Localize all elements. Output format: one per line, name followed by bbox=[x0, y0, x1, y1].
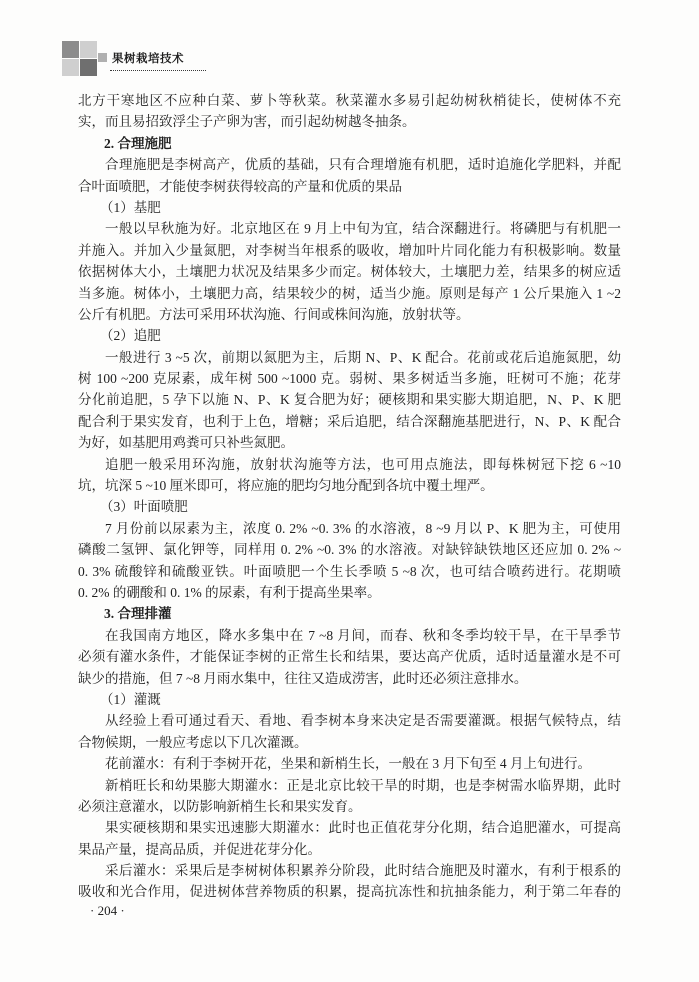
section-heading: 3. 合理排灌 bbox=[104, 606, 172, 622]
text-line: 公斤有机肥。方法可采用环状沟施、行间或株间沟施，放射状等。 bbox=[78, 306, 470, 322]
grey-squares-logo-icon bbox=[62, 41, 108, 79]
text-line: 磷酸二氢钾、氯化钾等，同样用 0. 2% ~0. 3% 的水溶液。对缺锌缺铁地区还应加 0. 2% ~ bbox=[78, 542, 621, 558]
subsection-heading: （1）灌溉 bbox=[100, 691, 161, 707]
text-line: 并施入。并加入少量氮肥，对李树当年根系的吸收，增加叶片同化能力有积极影响。数量 bbox=[78, 242, 621, 258]
text-line: 追肥一般采用环沟施，放射状沟施等方法，也可用点施法，即每株树冠下挖 6 ~10 bbox=[105, 456, 621, 472]
text-line: 必须注意灌水，以防影响新梢生长和果实发育。 bbox=[78, 798, 362, 814]
paragraph bbox=[78, 860, 621, 903]
paragraph bbox=[78, 710, 621, 753]
text-line: 合物候期，一般应考虑以下几次灌溉。 bbox=[78, 734, 308, 750]
page-body bbox=[78, 90, 621, 903]
logo-square bbox=[98, 53, 107, 62]
text-line: 合叶面喷肥，才能使李树获得较高的产量和优质的果品 bbox=[78, 178, 402, 194]
subsection-heading: （3）叶面喷肥 bbox=[100, 499, 188, 515]
text-line: 分化前追肥，5 孕下以施 N、P、K 复合肥为好；硬核期和果实膨大期追肥，N、P、K 肥 bbox=[78, 392, 621, 408]
text-line: 7 月份前以尿素为主，浓度 0. 2% ~0. 3% 的水溶液，8 ~9 月以 P、K 肥为主，可使用 bbox=[105, 520, 621, 536]
paragraph bbox=[78, 90, 621, 133]
logo-square bbox=[80, 59, 97, 76]
text-line: 花前灌水：有利于李树开花，坐果和新梢生长，一般在 3 月下旬至 4 月上旬进行。 bbox=[105, 756, 591, 772]
logo-square bbox=[62, 41, 79, 58]
text-line: 吸收和光合作用，促进树体营养物质的积累，提高抗冻性和抗抽条能力，利于第二年春的 bbox=[78, 884, 621, 900]
page-number: · 204 · bbox=[90, 903, 125, 918]
paragraph bbox=[78, 347, 621, 454]
text-line: 为好，如基肥用鸡粪可只补些氮肥。 bbox=[78, 435, 294, 451]
text-line: 一般进行 3 ~5 次，前期以氮肥为主，后期 N、P、K 配合。花前或花后追施氮肥，幼 bbox=[105, 349, 621, 365]
running-title: 果树栽培技术 bbox=[112, 53, 184, 65]
dotted-rule bbox=[110, 70, 206, 71]
logo-square bbox=[80, 41, 97, 58]
text-line: 一般以早秋施为好。北京地区在 9 月上中旬为宜，结合深翻进行。将磷肥与有机肥一 bbox=[105, 221, 621, 237]
paragraph bbox=[78, 817, 621, 860]
text-line: 合理施肥是李树高产，优质的基础，只有合理增施有机肥，适时追施化学肥料，并配 bbox=[105, 157, 621, 173]
text-line: 必须有灌水条件，才能保证李树的正常生长和结果，要达高产优质，适时适量灌水是不可 bbox=[78, 649, 621, 665]
text-line: 坑，坑深 5 ~10 厘米即可，将应施的肥均匀地分配到各坑中覆土埋严。 bbox=[78, 478, 494, 494]
text-line: 果实硬核期和果实迅速膨大期灌水：此时也正值花芽分化期，结合追肥灌水，可提高 bbox=[105, 820, 621, 836]
paragraph bbox=[78, 775, 621, 818]
text-line: 采后灌水：采果后是李树树体积累养分阶段，此时结合施肥及时灌水，有利于根系的 bbox=[105, 863, 621, 879]
text-line: 当多施。树体小，土壤肥力高，结果较少的树，适当少施。原则是每产 1 公斤果施入 1 ~2 bbox=[78, 285, 621, 301]
paragraph bbox=[78, 454, 621, 497]
text-line: 在我国南方地区，降水多集中在 7 ~8 月间，而春、秋和冬季均较干旱，在干旱季节 bbox=[105, 627, 621, 643]
text-line: 北方干寒地区不应种白菜、萝卜等秋菜。秋菜灌水多易引起幼树秋梢徒长，使树体不充 bbox=[78, 93, 621, 108]
text-line: 依据树体大小，土壤肥力状况及结果多少而定。树体较大，土壤肥力差，结果多的树应适 bbox=[78, 264, 621, 280]
logo-square bbox=[62, 59, 79, 76]
paragraph bbox=[78, 625, 621, 689]
subsection-heading: （2）追肥 bbox=[100, 328, 161, 344]
paragraph bbox=[78, 753, 621, 774]
text-line: 0. 2% 的硼酸和 0. 1% 的尿素，有利于提高坐果率。 bbox=[78, 584, 381, 600]
paragraph bbox=[78, 218, 621, 325]
section-heading: 2. 合理施肥 bbox=[104, 135, 172, 151]
text-line: 果品产量，提高品质，并促进花芽分化。 bbox=[78, 841, 321, 857]
text-line: 新梢旺长和幼果膨大期灌水：正是北京比较干旱的时期，也是李树需水临界期，此时 bbox=[105, 777, 621, 793]
text-line: 0. 3% 硫酸锌和硫酸亚铁。叶面喷肥一个生长季喷 5 ~8 次，也可结合喷药进行。花期喷 bbox=[78, 563, 621, 579]
text-line: 树 100 ~200 克尿素，成年树 500 ~1000 克。弱树、果多树适当多施，旺树可不施；花芽 bbox=[78, 371, 621, 387]
text-line: 实，而且易招致浮尘子产卵为害，而引起幼树越冬抽条。 bbox=[78, 114, 416, 130]
subsection-heading: （1）基肥 bbox=[100, 199, 161, 215]
paragraph bbox=[78, 518, 621, 604]
text-line: 从经验上看可通过看天、看地、看李树本身来决定是否需要灌溉。根据气候特点，结 bbox=[105, 713, 621, 729]
text-line: 缺少的措施，但 7 ~8 月雨水集中，往往又造成涝害，此时还必须注意排水。 bbox=[78, 670, 528, 686]
paragraph bbox=[78, 154, 621, 197]
text-line: 配合利于果实发育，也利于上色，增糖；采后追肥，结合深翻施基肥进行，N、P、K 配合 bbox=[78, 413, 621, 429]
